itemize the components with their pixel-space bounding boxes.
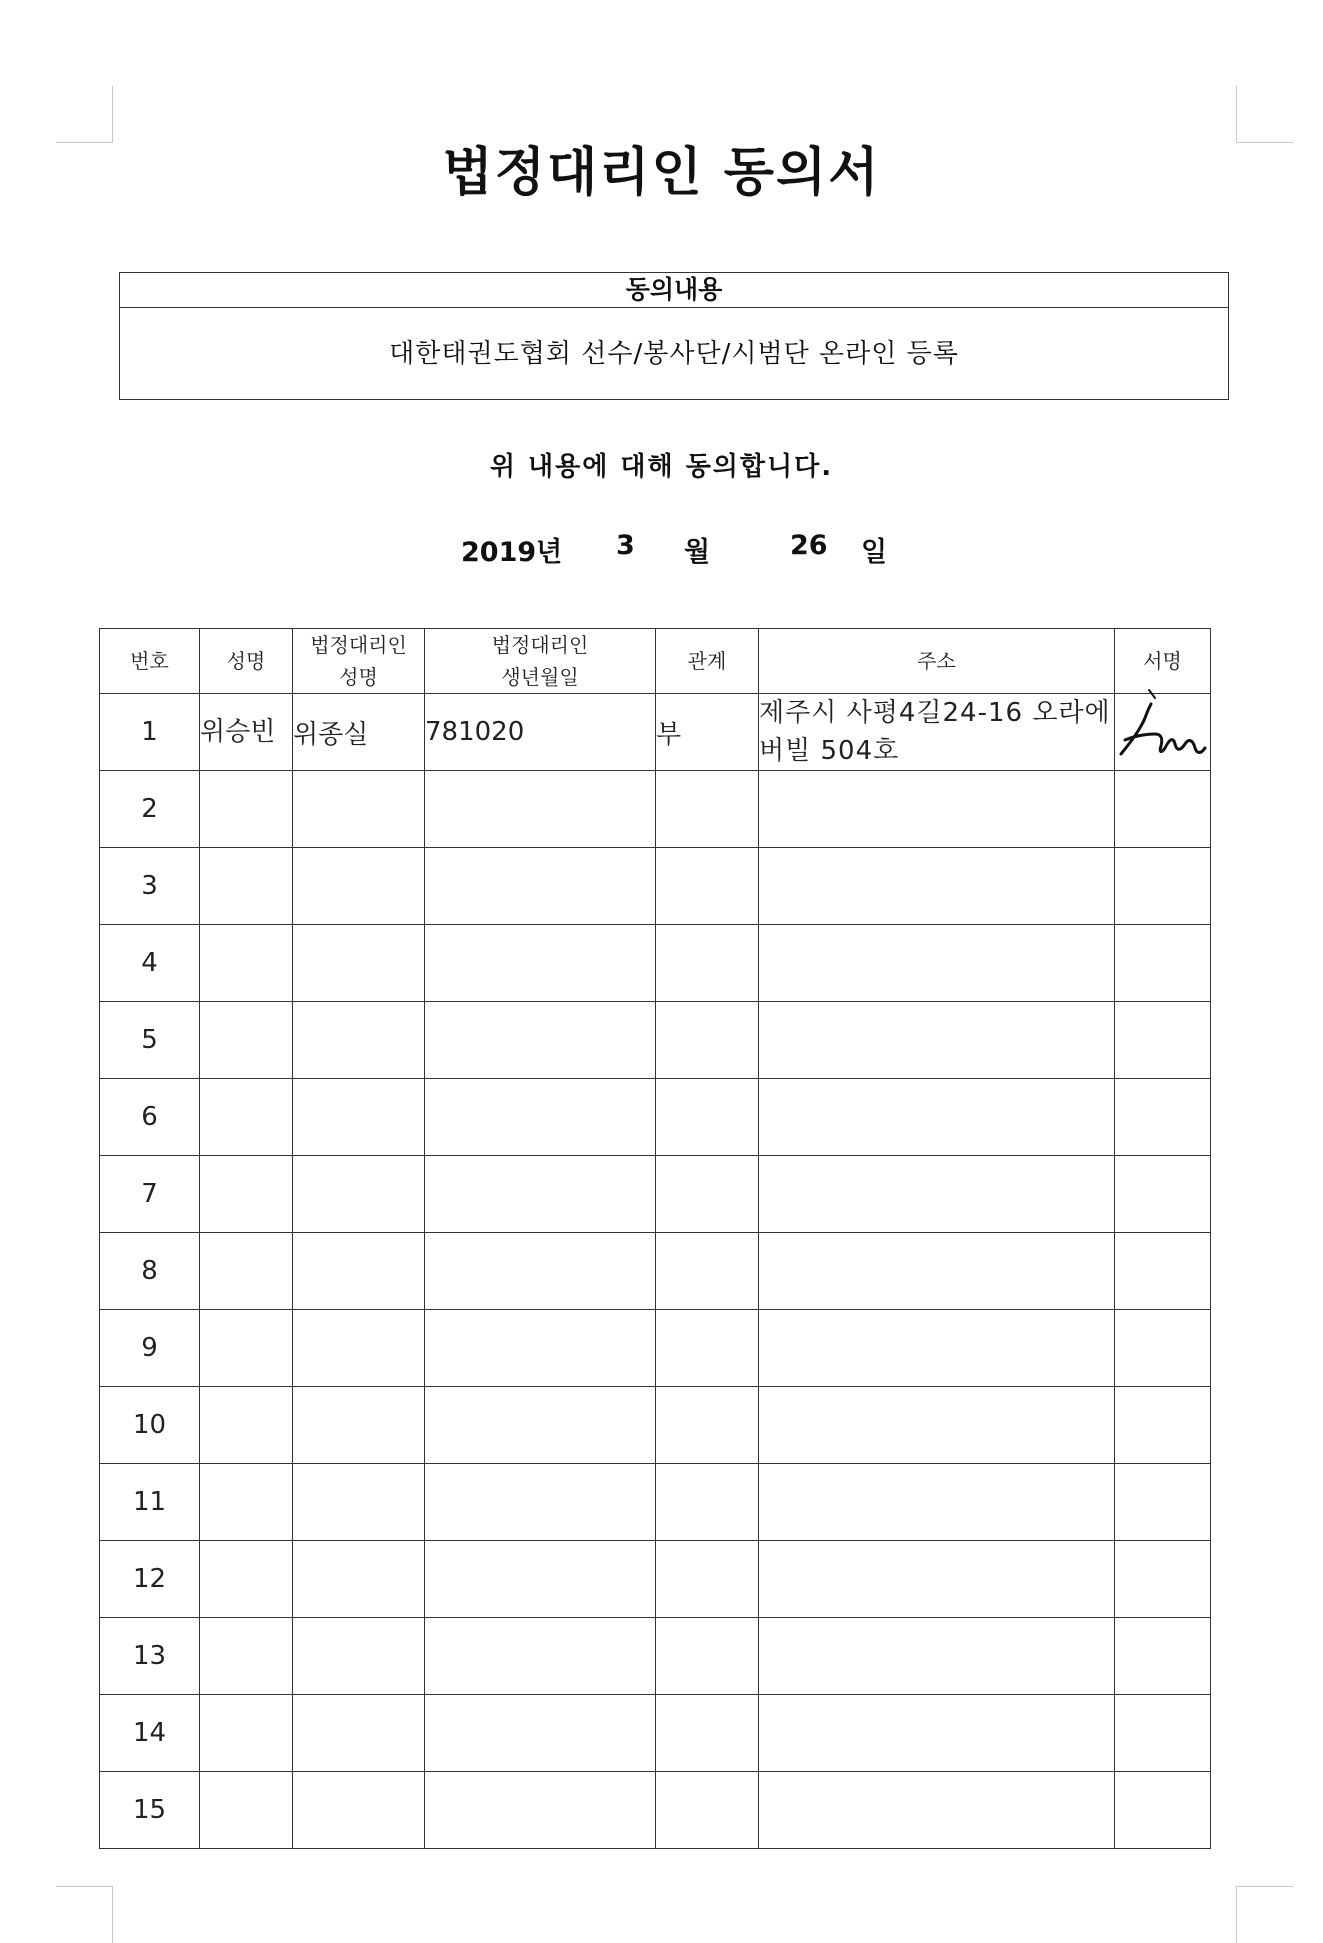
- cell-number: 6: [100, 1079, 200, 1156]
- table-row: [100, 1387, 1211, 1464]
- cell-number: 2: [100, 771, 200, 848]
- cell-signature: [1115, 1541, 1211, 1618]
- cell-address: [759, 1002, 1115, 1079]
- cell-guardian-name: [293, 1079, 425, 1156]
- cell-address: [759, 1387, 1115, 1464]
- cell-guardian-birth: [425, 1695, 656, 1772]
- consent-header: 동의내용: [120, 273, 1228, 308]
- cell-guardian-name: 위종실: [293, 694, 425, 771]
- cell-number: 3: [100, 848, 200, 925]
- cell-guardian-birth: [425, 1002, 656, 1079]
- cell-relation: [656, 1541, 759, 1618]
- cell-guardian-name: [293, 1464, 425, 1541]
- cell-guardian-name: [293, 1156, 425, 1233]
- cell-guardian-birth: [425, 1233, 656, 1310]
- cell-guardian-birth: [425, 925, 656, 1002]
- table-row: [100, 1541, 1211, 1618]
- header-guardian-name-line1: 법정대리인: [310, 633, 407, 657]
- cell-guardian-name: [293, 1772, 425, 1849]
- table-row: [100, 1233, 1211, 1310]
- cell-address: [759, 1618, 1115, 1695]
- table-row: [100, 848, 1211, 925]
- cell-name: 위승빈: [200, 694, 293, 771]
- table-row: [100, 1002, 1211, 1079]
- cell-number: 4: [100, 925, 200, 1002]
- cell-guardian-name: [293, 1002, 425, 1079]
- date-month-unit: 월: [684, 537, 711, 568]
- cell-name: [200, 1079, 293, 1156]
- table-row: [100, 1079, 1211, 1156]
- date-month: 3: [616, 530, 635, 561]
- cell-address: [759, 1772, 1115, 1849]
- cell-name: [200, 1464, 293, 1541]
- cell-address: [759, 1541, 1115, 1618]
- cell-guardian-name: [293, 848, 425, 925]
- cell-relation: [656, 1079, 759, 1156]
- cell-name: [200, 1233, 293, 1310]
- table-row: [100, 1156, 1211, 1233]
- cell-signature: [1115, 1156, 1211, 1233]
- cell-signature: [1115, 1464, 1211, 1541]
- cell-number: 12: [100, 1541, 200, 1618]
- cell-signature: [1115, 848, 1211, 925]
- cell-relation: [656, 771, 759, 848]
- cell-address: [759, 771, 1115, 848]
- cell-signature: [1115, 1233, 1211, 1310]
- cell-address: [759, 1464, 1115, 1541]
- cell-guardian-name: [293, 1695, 425, 1772]
- cell-address: [759, 1233, 1115, 1310]
- table-row: [100, 1772, 1211, 1849]
- cell-relation: [656, 1464, 759, 1541]
- consent-box: [119, 272, 1229, 400]
- cell-name: [200, 1310, 293, 1387]
- cell-signature: [1115, 1002, 1211, 1079]
- cell-number: 13: [100, 1618, 200, 1695]
- cell-number: 14: [100, 1695, 200, 1772]
- table-row: [100, 1618, 1211, 1695]
- cell-address: 제주시 사평4길24-16 오라에버빌 504호: [759, 694, 1115, 771]
- header-guardian-name-line2: 성명: [339, 665, 378, 689]
- cell-guardian-name: [293, 1618, 425, 1695]
- cell-guardian-birth: [425, 1156, 656, 1233]
- cell-address: [759, 1695, 1115, 1772]
- cell-number: 7: [100, 1156, 200, 1233]
- header-signature: 서명: [1115, 629, 1211, 694]
- cell-address: [759, 925, 1115, 1002]
- cell-name: [200, 1541, 293, 1618]
- cell-guardian-name: [293, 1387, 425, 1464]
- cell-guardian-name: [293, 771, 425, 848]
- cell-relation: [656, 1695, 759, 1772]
- cell-guardian-name: [293, 1310, 425, 1387]
- header-guardian-birth-line2: 생년월일: [501, 665, 579, 689]
- cell-name: [200, 1002, 293, 1079]
- cell-address: [759, 1079, 1115, 1156]
- date-day-unit: 일: [861, 537, 888, 568]
- cell-relation: [656, 1233, 759, 1310]
- cell-relation: [656, 1002, 759, 1079]
- table-header-row: [100, 629, 1211, 694]
- cell-guardian-birth: [425, 1772, 656, 1849]
- cell-signature: [1115, 1772, 1211, 1849]
- cell-relation: [656, 1772, 759, 1849]
- header-address: 주소: [759, 629, 1115, 694]
- cell-guardian-name: [293, 1233, 425, 1310]
- cell-name: [200, 925, 293, 1002]
- cell-relation: [656, 1618, 759, 1695]
- cell-signature: [1115, 925, 1211, 1002]
- cell-name: [200, 1387, 293, 1464]
- header-guardian-birth: [425, 629, 656, 694]
- cell-address: [759, 1156, 1115, 1233]
- cell-signature: [1115, 1387, 1211, 1464]
- header-number: 번호: [100, 629, 200, 694]
- header-guardian-name: [293, 629, 425, 694]
- cell-guardian-birth: [425, 1618, 656, 1695]
- cell-number: 11: [100, 1464, 200, 1541]
- cell-address: [759, 1310, 1115, 1387]
- cell-guardian-birth: [425, 1079, 656, 1156]
- cell-name: [200, 1618, 293, 1695]
- cell-guardian-birth: [425, 1464, 656, 1541]
- agreement-statement: 위 내용에 대해 동의합니다.: [489, 452, 834, 482]
- date-year: 2019년: [461, 537, 563, 568]
- crop-mark-bottom-left: [56, 1886, 113, 1943]
- cell-number: 1: [100, 694, 200, 771]
- cell-signature: [1115, 1695, 1211, 1772]
- cell-number: 5: [100, 1002, 200, 1079]
- cell-number: 9: [100, 1310, 200, 1387]
- cell-signature: [1115, 694, 1211, 771]
- cell-name: [200, 848, 293, 925]
- cell-guardian-birth: [425, 1541, 656, 1618]
- cell-signature: [1115, 1618, 1211, 1695]
- cell-relation: [656, 1156, 759, 1233]
- cell-number: 15: [100, 1772, 200, 1849]
- cell-relation: [656, 848, 759, 925]
- cell-relation: [656, 1387, 759, 1464]
- cell-name: [200, 1695, 293, 1772]
- cell-guardian-name: [293, 1541, 425, 1618]
- crop-mark-bottom-right: [1236, 1886, 1293, 1943]
- cell-signature: [1115, 1079, 1211, 1156]
- header-name: 성명: [200, 629, 293, 694]
- cell-signature: [1115, 771, 1211, 848]
- date-day: 26: [790, 530, 828, 561]
- cell-relation: 부: [656, 694, 759, 771]
- cell-relation: [656, 925, 759, 1002]
- table-row: [100, 1464, 1211, 1541]
- handwritten-signature-icon: [1115, 688, 1211, 770]
- cell-number: 8: [100, 1233, 200, 1310]
- cell-address: [759, 848, 1115, 925]
- cell-name: [200, 1772, 293, 1849]
- cell-name: [200, 1156, 293, 1233]
- consent-text: 대한태권도협회 선수/봉사단/시범단 온라인 등록: [389, 339, 959, 369]
- cell-guardian-birth: [425, 848, 656, 925]
- table-row: [100, 694, 1211, 771]
- table-row: [100, 1695, 1211, 1772]
- cell-signature: [1115, 1310, 1211, 1387]
- table-row: [100, 771, 1211, 848]
- header-guardian-birth-line1: 법정대리인: [491, 633, 589, 657]
- page-title: 법정대리인 동의서: [442, 143, 881, 203]
- table-row: [100, 925, 1211, 1002]
- guardian-table: [99, 628, 1211, 1849]
- cell-guardian-birth: [425, 1387, 656, 1464]
- cell-name: [200, 771, 293, 848]
- cell-guardian-name: [293, 925, 425, 1002]
- cell-relation: [656, 1310, 759, 1387]
- cell-number: 10: [100, 1387, 200, 1464]
- header-relation: 관계: [656, 629, 759, 694]
- cell-guardian-birth: 781020: [425, 694, 656, 771]
- table-row: [100, 1310, 1211, 1387]
- cell-guardian-birth: [425, 771, 656, 848]
- cell-guardian-birth: [425, 1310, 656, 1387]
